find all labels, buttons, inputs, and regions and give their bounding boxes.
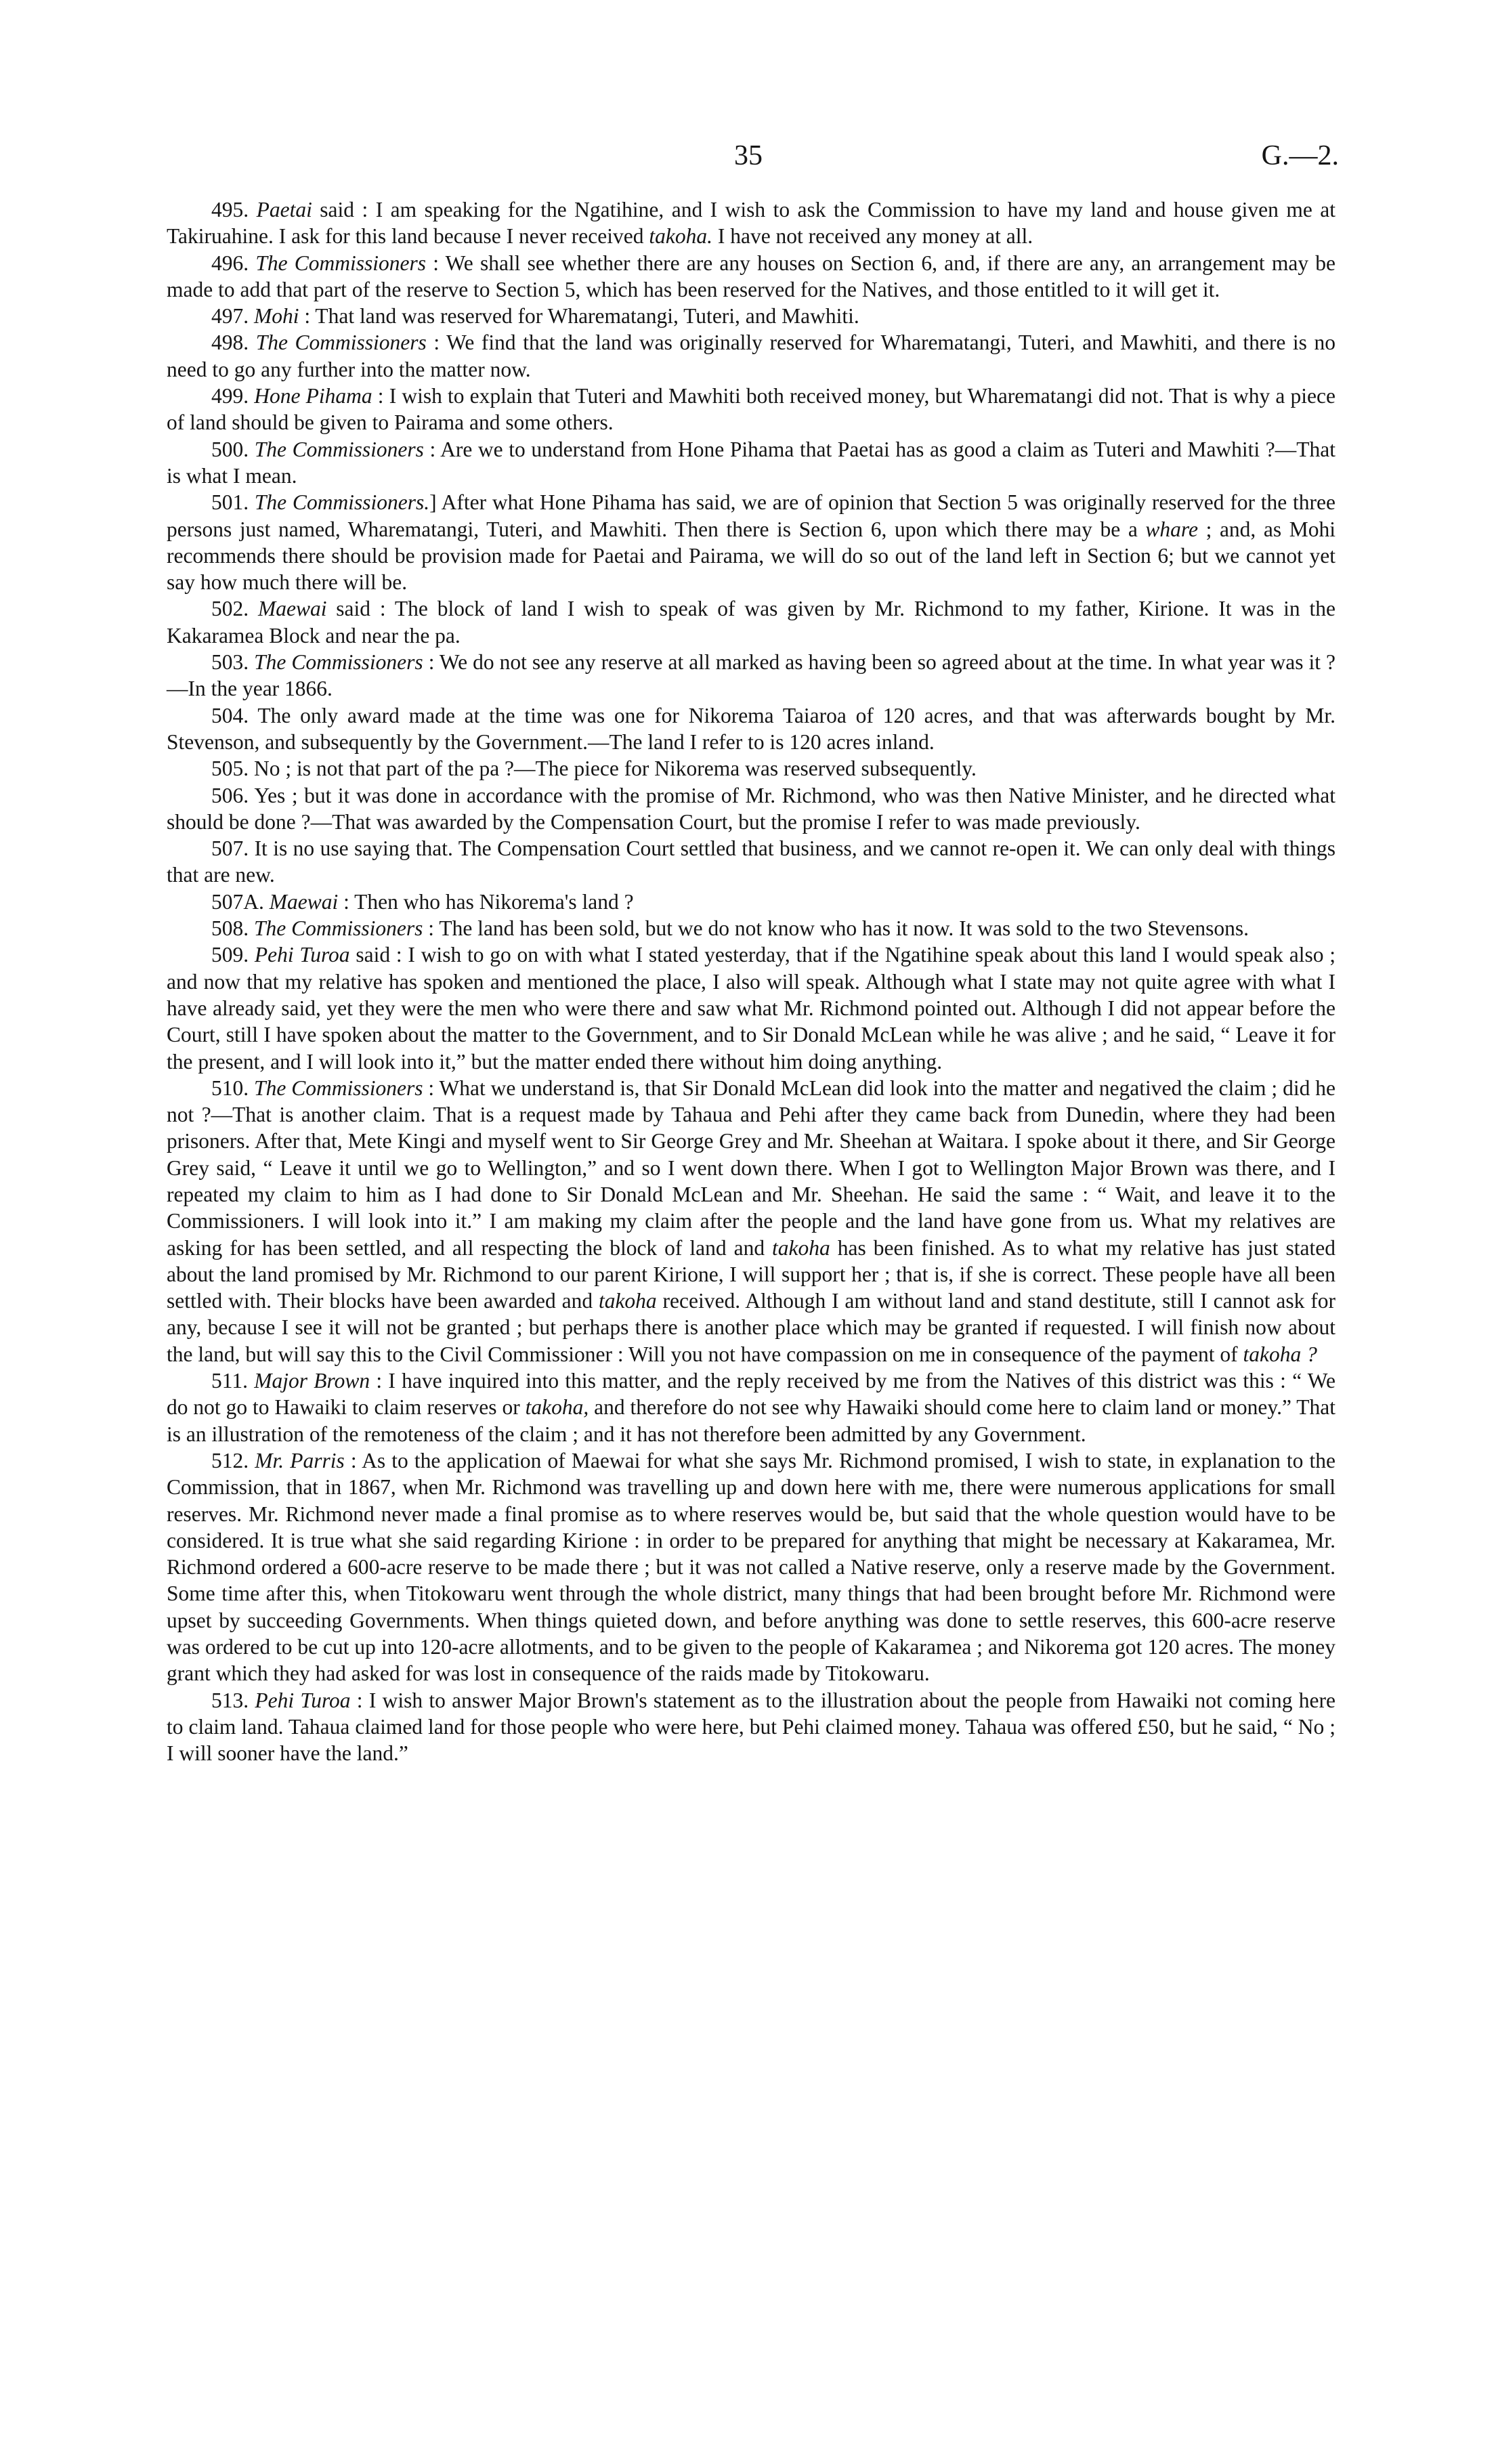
speaker-name: Mohi <box>254 304 299 328</box>
paragraph-text: : We shall see whether there are any houses on Section 6, and, if there are any, an arrangement may be made to add that part of the reserve to Section 5, which has been reserved for the Natives, and those entitled to it will get it. <box>167 251 1336 301</box>
italic-term: whare <box>1145 517 1198 541</box>
paragraph-number: 504. <box>211 703 249 727</box>
paragraph-text: received. Although I am without land and stand destitute, still I cannot ask for any, because I see it will not be granted ; but perhaps there is another place which may be granted if requested. I will finish now about the land, but will say this to the Civil Commissioner : Will you not have compassion on me in consequence of the payment of <box>167 1289 1335 1366</box>
paragraph-text: : I wish to answer Major Brown's statement as to the illustration about the people from Hawaiki not coming here to claim land. Tahaua claimed land for those people who were here, but Pehi claimed money. Tahaua was offered £50, but he said, “ No ; I will sooner have the land.” <box>167 1688 1335 1766</box>
speaker-name: The Commissioners <box>254 650 423 675</box>
paragraph-511 <box>167 1367 1335 1447</box>
paragraph-text: : Are we to understand from Hone Pihama that Paetai has as good a claim as Tuteri and Mawhiti ?—That is what I mean. <box>167 437 1335 488</box>
paragraph-number: 499. <box>211 384 249 408</box>
italic-term: takoha <box>772 1235 830 1260</box>
paragraph-513 <box>167 1687 1335 1767</box>
speaker-name: Pehi Turoa <box>254 943 350 967</box>
paragraph-text: Yes ; but it was done in accordance with the promise of Mr. Richmond, who was then Native Minister, and he directed what should be done ?—That was awarded by the Compensation Court, but the promise I refer to was made previously. <box>167 783 1335 834</box>
paragraph-497 <box>167 303 1335 329</box>
paragraph-505 <box>167 755 1335 782</box>
paragraph-503 <box>167 649 1335 702</box>
paragraph-number: 506. <box>211 783 249 807</box>
speaker-name: Maewai <box>257 597 327 621</box>
paragraph-number: 511. <box>211 1369 248 1393</box>
document-reference: G.—2. <box>1261 140 1339 171</box>
speaker-name: Hone Pihama <box>254 384 372 408</box>
paragraph-text: : I wish to explain that Tuteri and Mawhiti both received money, but Wharematangi did not. That is why a piece of land should be given to Pairama and some others. <box>167 384 1336 435</box>
paragraph-number: 500. <box>211 437 249 461</box>
speaker-name: Paetai <box>256 198 312 221</box>
paragraph-502 <box>167 595 1335 649</box>
paragraph-number: 507A. <box>211 889 264 914</box>
paragraph-text: ; and, as Mohi recommends there should be provision made for Paetai and Pairama, we will do so out of the land left in Section 6; but we cannot yet say how much there will be. <box>167 517 1335 595</box>
paragraph-text: said : The block of land I wish to speak of was given by Mr. Richmond to my father, Kirione. It was in the Kakaramea Block and near the pa. <box>167 597 1335 647</box>
speaker-name: Major Brown <box>254 1369 370 1393</box>
italic-term: takoha <box>598 1289 657 1313</box>
paragraph-text: and therefore do not see why Hawaiki should come here to claim land or money.” That is an illustration of the remoteness of the claim ; and it has not therefore been admitted by any Government. <box>167 1395 1335 1446</box>
paragraph-number: 512. <box>211 1448 249 1472</box>
speaker-name: Pehi Turoa <box>255 1688 351 1712</box>
paragraph-text: : What we understand is, that Sir Donald McLean did look into the matter and negatived the claim ; did he not ?—That is another claim. That is a request made by Tahaua and Pehi after they came back from Dunedin, where they had been prisoners. After that, Mete Kingi and myself went to Sir George Grey and Mr. Sheehan at Waitara. I spoke about it there, and Sir George Grey said, “ Leave it until we go to Wellington,” and so I went down there. When I got to Wellington Major Brown was there, and I repeated my claim to him as I had done to Sir Donald McLean and Mr. Sheehan. He said the same : “ Wait, and leave it to the Commissioners. I will look into it.” I am making my claim after the people and the land have gone from us. What my relatives are asking for has been settled, and all respecting the block of land and <box>167 1076 1335 1260</box>
paragraph-501 <box>167 489 1335 595</box>
document-body <box>167 196 1335 1767</box>
paragraph-text: : The land has been sold, but we do not know who has it now. It was sold to the two Stevensons. <box>423 916 1249 941</box>
paragraph-496 <box>167 250 1335 303</box>
paragraph-text: has been finished. As to what my relative has just stated about the land promised by Mr. Richmond to our parent Kirione, I will support her ; that is, if she is correct. These people have all been settled with. Their blocks have been awarded and <box>167 1235 1335 1313</box>
paragraph-text: : I have inquired into this matter, and the reply received by me from the Natives of this district was this : “ We do not go to Hawaiki to claim reserves or <box>167 1369 1335 1420</box>
paragraph-number: 513. <box>211 1688 249 1712</box>
paragraph-number: 495. <box>211 198 249 221</box>
italic-term: takoha ? <box>1243 1342 1317 1366</box>
paragraph-number: 496. <box>211 251 249 275</box>
paragraph-498 <box>167 329 1335 383</box>
page-number: 35 <box>734 140 763 171</box>
paragraph-number: 508. <box>211 916 249 941</box>
paragraph-text: : Then who has Nikorema's land ? <box>338 889 634 914</box>
italic-term: takoha. <box>649 224 712 249</box>
paragraph-text: : We do not see any reserve at all marked as having been so agreed about at the time. In what year was it ?—In the year 1866. <box>167 650 1336 701</box>
paragraph-number: 510. <box>211 1076 249 1100</box>
paragraph-text: I have not received any money at all. <box>712 224 1033 249</box>
speaker-name: Maewai <box>269 889 339 914</box>
page-header <box>0 140 1496 180</box>
paragraph-text: said : I am speaking for the Ngatihine, and I wish to ask the Commission to have my land and house given me at Takiruahine. I ask for this land because I never received <box>167 198 1335 249</box>
paragraph-510 <box>167 1075 1335 1367</box>
paragraph-text: : We find that the land was originally reserved for Wharematangi, Tuteri, and Mawhiti, and there is no need to go any further into the matter now. <box>167 331 1336 381</box>
paragraph-500 <box>167 436 1335 490</box>
paragraph-number: 503. <box>211 650 249 675</box>
paragraph-495 <box>167 196 1335 250</box>
speaker-name: Mr. Parris <box>255 1448 345 1472</box>
speaker-name: The Commissioners <box>254 916 423 941</box>
paragraph-text: The only award made at the time was one for Nikorema Taiaroa of 120 acres, and that was afterwards bought by Mr. Stevenson, and subsequently by the Government.—The land I refer to is 120 acres inland. <box>167 703 1335 754</box>
paragraph-504 <box>167 702 1335 756</box>
paragraph-509 <box>167 941 1335 1074</box>
paragraph-number: 509. <box>211 943 249 967</box>
paragraph-507 <box>167 835 1335 889</box>
speaker-name: The Commissioners <box>255 251 427 275</box>
paragraph-499 <box>167 383 1335 436</box>
speaker-name: The Commissioners. <box>254 490 430 515</box>
paragraph-number: 501. <box>211 490 249 515</box>
paragraph-text: : As to the application of Maewai for what she says Mr. Richmond promised, I wish to state, in explanation to the Commission, that in 1867, when Mr. Richmond was travelling up and down here with me, there were numerous applications for small reserves. Mr. Richmond never made a final promise as to where reserves would be, but said that the whole question would have to be considered. It is true what she said regarding Kirione : in order to be prepared for anything that might be necessary at Kakaramea, Mr. Richmond ordered a 600-acre reserve to be made there ; but it was not called a Native reserve, only a reserve made by the Government. Some time after this, when Titokowaru went through the whole district, many things that had been brought before Mr. Richmond were upset by succeeding Governments. When things quieted down, and before anything was done to settle reserves, this 600-acre reserve was ordered to be cut up into 120-acre allotments, and to be given to the people of Kakaramea ; and Nikorema got 120 acres. The money grant which they had asked for was lost in consequence of the raids made by Titokowaru. <box>167 1448 1336 1686</box>
paragraph-number: 507. <box>211 836 249 861</box>
paragraph-number: 497. <box>211 304 249 328</box>
speaker-name: The Commissioners <box>255 331 427 355</box>
paragraph-text: ] After what Hone Pihama has said, we are of opinion that Section 5 was originally reserved for the three persons just named, Wharematangi, Tuteri, and Mawhiti. Then there is Section 6, upon which there may be a <box>167 490 1336 541</box>
paragraph-508 <box>167 915 1335 941</box>
paragraph-number: 498. <box>211 331 249 355</box>
paragraph-text: It is no use saying that. The Compensation Court settled that business, and we cannot re-open it. We can only deal with things that are new. <box>167 836 1335 887</box>
italic-term: takoha, <box>525 1395 589 1420</box>
paragraph-506 <box>167 782 1335 836</box>
speaker-name: The Commissioners <box>254 1076 423 1100</box>
paragraph-507a <box>167 889 1335 915</box>
speaker-name: The Commissioners <box>254 437 424 461</box>
paragraph-text: : That land was reserved for Wharematangi, Tuteri, and Mawhiti. <box>299 304 859 328</box>
paragraph-text: No ; is not that part of the pa ?—The piece for Nikorema was reserved subsequently. <box>254 757 977 781</box>
paragraph-text: said : I wish to go on with what I stated yesterday, that if the Ngatihine speak about this land I would speak also ; and now that my relative has spoken and mentioned the place, I also will speak. Although what I state may not quite agree with what I have already said, yet they were the men who were there and saw what Mr. Richmond pointed out. Although I did not appear before the Court, still I have spoken about the matter to the Government, and to Sir Donald McLean while he was alive ; and he said, “ Leave it for the present, and I will look into it,” but the matter ended there without him doing anything. <box>167 943 1335 1074</box>
paragraph-number: 502. <box>211 597 249 621</box>
paragraph-number: 505. <box>211 757 249 781</box>
paragraph-512 <box>167 1447 1335 1687</box>
